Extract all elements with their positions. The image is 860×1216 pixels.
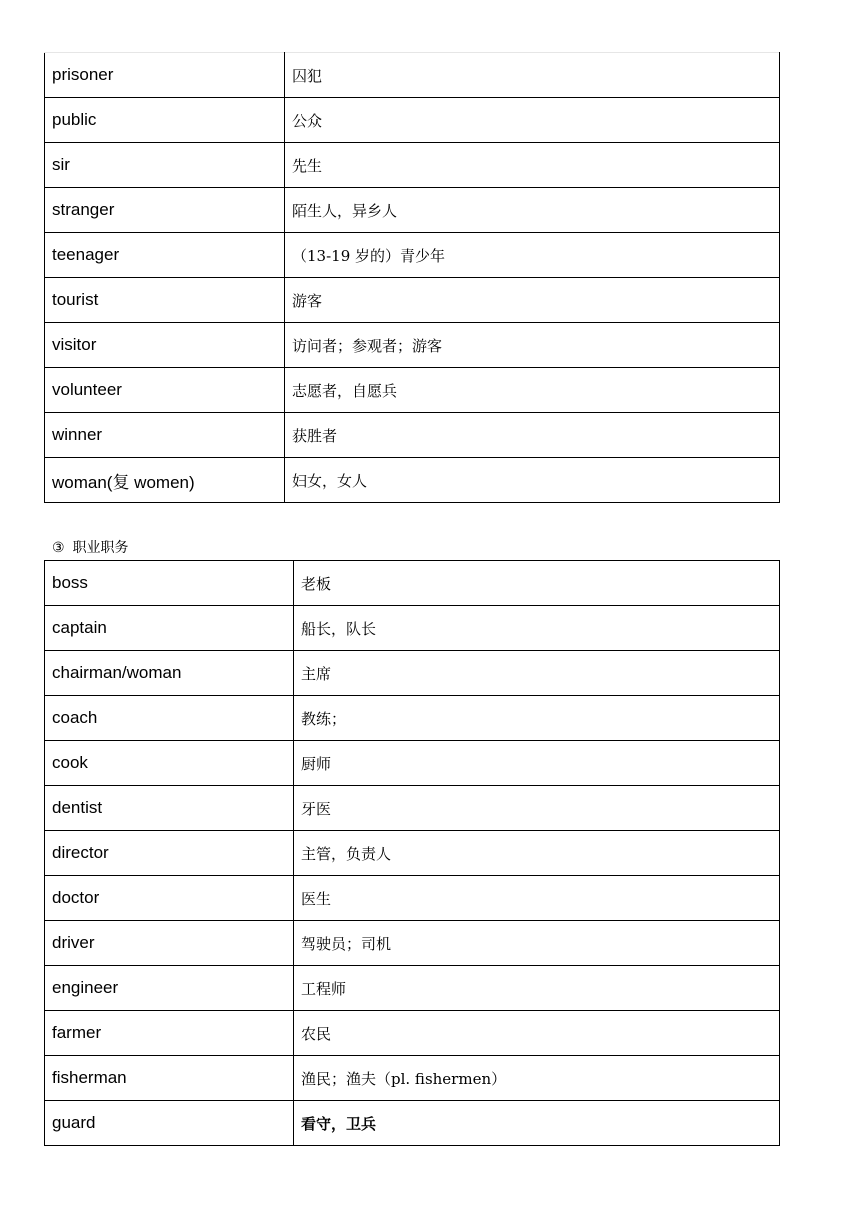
section-title: 职业职务: [72, 540, 129, 556]
vocab-table-occupations: [44, 560, 780, 1146]
word-cell: tourist: [45, 278, 285, 323]
meaning-cell: 囚犯: [285, 53, 780, 98]
meaning-cell: 厨师: [294, 741, 780, 786]
table-row: [45, 741, 780, 786]
meaning-cell: 公众: [285, 98, 780, 143]
word-cell: public: [45, 98, 285, 143]
table-row: [45, 696, 780, 741]
table-row: [45, 1011, 780, 1056]
meaning-cell: 渔民；渔夫（pl. fishermen）: [294, 1056, 780, 1101]
word-cell: chairman/woman: [45, 651, 294, 696]
word-cell: guard: [45, 1101, 294, 1146]
meaning-cell: 游客: [285, 278, 780, 323]
meaning-cell: （13-19 岁的）青少年: [285, 233, 780, 278]
word-cell: coach: [45, 696, 294, 741]
table-row: [45, 53, 780, 98]
table-row: [45, 921, 780, 966]
table-row: [45, 966, 780, 1011]
word-cell: engineer: [45, 966, 294, 1011]
meaning-cell: 教练；: [294, 696, 780, 741]
word-cell: farmer: [45, 1011, 294, 1056]
table-row: [45, 323, 780, 368]
table-row: [45, 233, 780, 278]
word-cell: winner: [45, 413, 285, 458]
meaning-cell: 主席: [294, 651, 780, 696]
word-cell: boss: [45, 561, 294, 606]
meaning-cell: 牙医: [294, 786, 780, 831]
word-cell: stranger: [45, 188, 285, 233]
word-cell: sir: [45, 143, 285, 188]
word-cell: cook: [45, 741, 294, 786]
meaning-cell: 访问者；参观者；游客: [285, 323, 780, 368]
meaning-cell: 农民: [294, 1011, 780, 1056]
table-row: [45, 368, 780, 413]
word-cell: woman(复 women): [45, 458, 285, 503]
table-row: [45, 98, 780, 143]
word-cell: teenager: [45, 233, 285, 278]
table-row: [45, 188, 780, 233]
table-row: [45, 786, 780, 831]
table-row: [45, 458, 780, 503]
meaning-cell: 老板: [294, 561, 780, 606]
table-row: [45, 606, 780, 651]
section-heading: [52, 539, 129, 557]
word-cell: volunteer: [45, 368, 285, 413]
meaning-cell: 船长，队长: [294, 606, 780, 651]
word-cell: driver: [45, 921, 294, 966]
word-cell: captain: [45, 606, 294, 651]
meaning-cell: 医生: [294, 876, 780, 921]
table-row: [45, 278, 780, 323]
table-row: [45, 143, 780, 188]
meaning-cell: 获胜者: [285, 413, 780, 458]
table-row: [45, 651, 780, 696]
word-cell: director: [45, 831, 294, 876]
meaning-cell: 先生: [285, 143, 780, 188]
word-cell: dentist: [45, 786, 294, 831]
word-cell: doctor: [45, 876, 294, 921]
vocab-table-people: [44, 52, 780, 503]
section-number: ③: [52, 540, 65, 556]
table-row: [45, 876, 780, 921]
table-row: [45, 413, 780, 458]
meaning-cell: 驾驶员；司机: [294, 921, 780, 966]
table-row: [45, 1101, 780, 1146]
meaning-cell: 妇女，女人: [285, 458, 780, 503]
word-cell: fisherman: [45, 1056, 294, 1101]
meaning-cell: 志愿者，自愿兵: [285, 368, 780, 413]
table-row: [45, 1056, 780, 1101]
table-row: [45, 561, 780, 606]
word-cell: prisoner: [45, 53, 285, 98]
meaning-cell: 看守，卫兵: [294, 1101, 780, 1146]
table-row: [45, 831, 780, 876]
word-cell: visitor: [45, 323, 285, 368]
meaning-cell: 主管，负责人: [294, 831, 780, 876]
meaning-cell: 陌生人，异乡人: [285, 188, 780, 233]
meaning-cell: 工程师: [294, 966, 780, 1011]
